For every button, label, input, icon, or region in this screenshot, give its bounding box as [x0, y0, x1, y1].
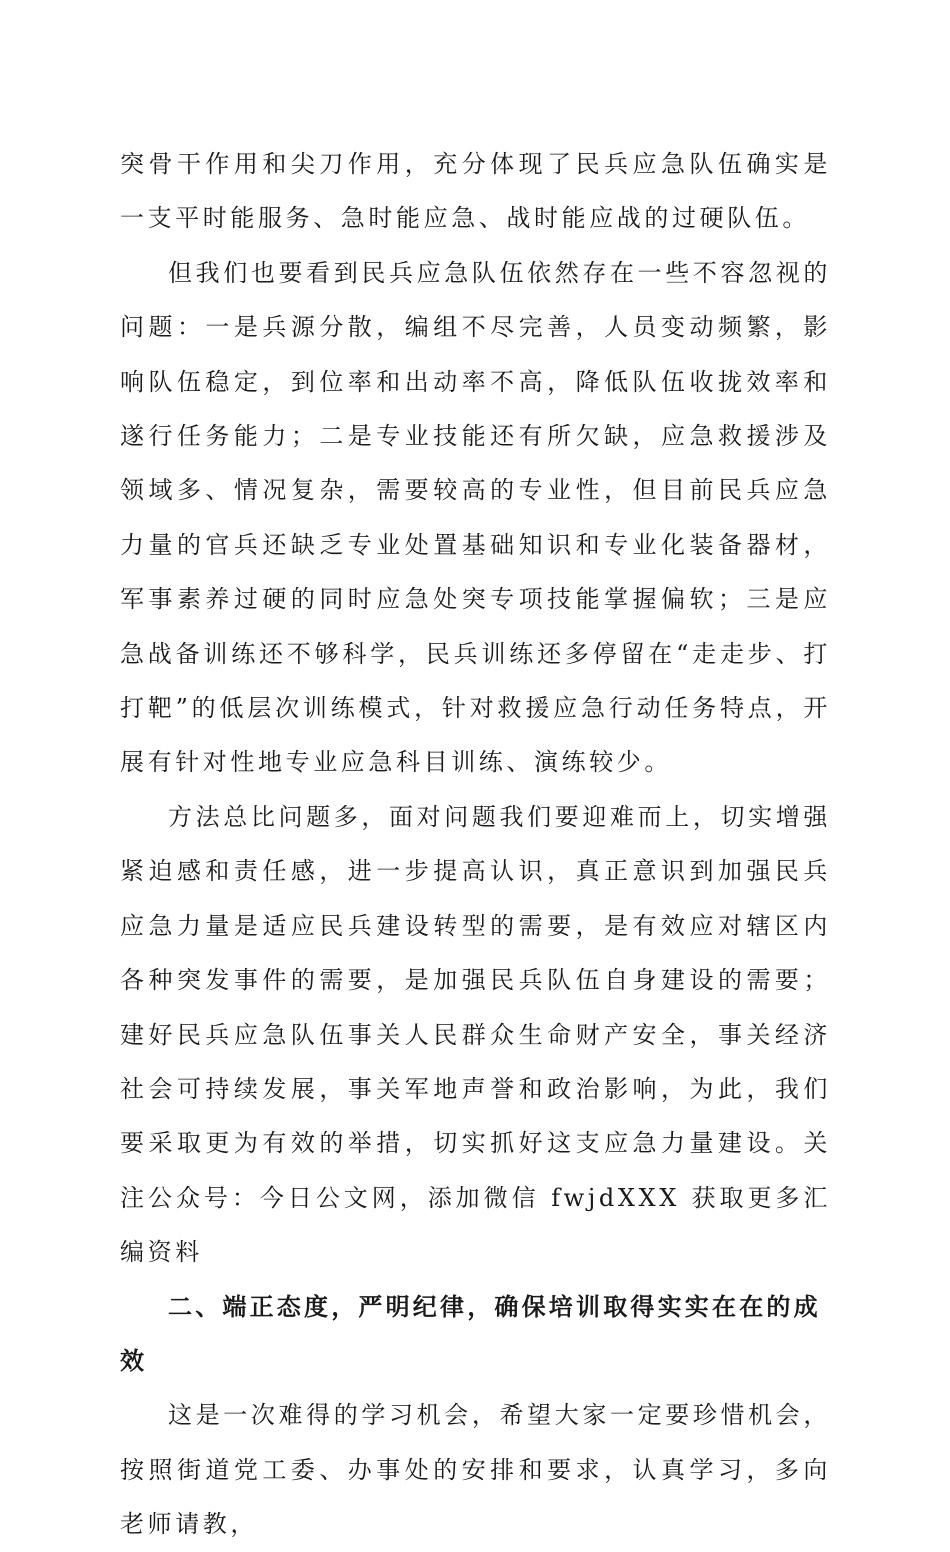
paragraph-closing: 这是一次难得的学习机会，希望大家一定要珍惜机会，按照街道党工委、办事处的安排和要求，认真学习，多向老师请教， — [120, 1401, 831, 1539]
paragraph-continued: 突骨干作用和尖刀作用，充分体现了民兵应急队伍确实是一支平时能服务、急时能应急、战时能应战的过硬队伍。 — [120, 150, 831, 233]
paragraph-solutions: 方法总比问题多，面对问题我们要迎难而上，切实增强紧迫感和责任感，进一步提高认识，真正意识到加强民兵应急力量是适应民兵建设转型的需要，是有效应对辖区内各种突发事件的需要，是加强民兵队伍自身建设的需要；建好民兵应急队伍事关人民群众生命财产安全，事关经济社会可持续发展，事关军地声誉和政治影响，为此，我们要采取更为有效的举措，切实抓好这支应急力量建设。关注公众号：今日公文网，添加微信 fwjdXXX 获取更多汇编资料 — [120, 802, 831, 1267]
paragraph-problems: 但我们也要看到民兵应急队伍依然存在一些不容忽视的问题：一是兵源分散，编组不尽完善，人员变动频繁，影响队伍稳定，到位率和出动率不高，降低队伍收拢效率和遂行任务能力；二是专业技能还有所欠缺，应急救援涉及领域多、情况复杂，需要较高的专业性，但目前民兵应急力量的官兵还缺乏专业处置基础知识和专业化装备器材，军事素养过硬的同时应急处突专项技能掌握偏软；三是应急战备训练还不够科学，民兵训练还多停留在“走走步、打打靶”的低层次训练模式，针对救援应急行动任务特点，开展有针对性地专业应急科目训练、演练较少。 — [120, 258, 831, 777]
document-body — [120, 137, 831, 1552]
section-heading: 二、端正态度，严明纪律，确保培训取得实实在在的成效 — [120, 1292, 821, 1375]
